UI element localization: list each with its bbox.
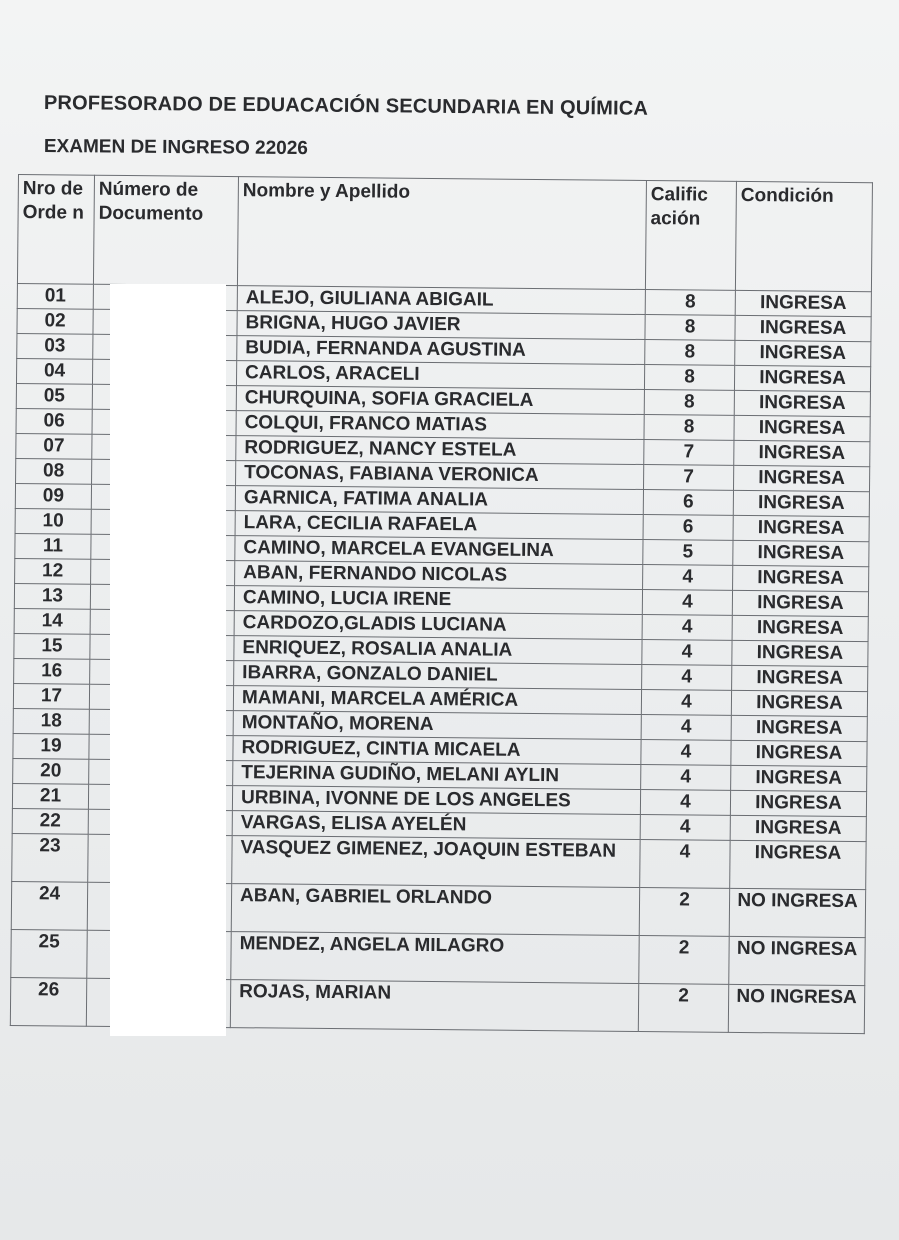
cell-calificacion: 2 — [639, 888, 729, 937]
cell-nro: 06 — [16, 408, 92, 434]
cell-nombre: VARGAS, ELISA AYELÉN — [232, 811, 640, 840]
cell-nro: 05 — [16, 383, 92, 409]
cell-nombre: VASQUEZ GIMENEZ, JOAQUIN ESTEBAN — [232, 836, 640, 888]
cell-nombre: ABAN, FERNANDO NICOLAS — [235, 561, 643, 590]
cell-nro: 24 — [11, 881, 87, 930]
cell-nombre: IBARRA, GONZALO DANIEL — [234, 661, 642, 690]
cell-calificacion: 4 — [640, 815, 730, 841]
cell-condicion: INGRESA — [732, 640, 868, 666]
cell-calificacion: 8 — [644, 365, 734, 391]
header-calificacion: Calific ación — [645, 181, 736, 291]
cell-nombre: RODRIGUEZ, NANCY ESTELA — [236, 436, 644, 465]
cell-condicion: INGRESA — [731, 765, 867, 791]
table-header-row — [17, 175, 872, 292]
cell-nro: 15 — [14, 633, 90, 659]
cell-nro: 08 — [16, 458, 92, 484]
cell-calificacion: 4 — [641, 740, 731, 766]
cell-condicion: INGRESA — [735, 290, 871, 316]
cell-calificacion: 4 — [641, 690, 731, 716]
cell-nombre: MAMANI, MARCELA AMÉRICA — [233, 686, 641, 715]
cell-condicion: NO INGRESA — [729, 888, 865, 937]
cell-nro: 02 — [17, 308, 93, 334]
header-nombre: Nombre y Apellido — [237, 177, 646, 290]
cell-condicion: INGRESA — [734, 415, 870, 441]
cell-nombre: LARA, CECILIA RAFAELA — [235, 511, 643, 540]
cell-nro: 22 — [12, 808, 88, 834]
cell-condicion: INGRESA — [733, 465, 869, 491]
cell-nombre: ABAN, GABRIEL ORLANDO — [231, 884, 639, 936]
cell-calificacion: 4 — [642, 615, 732, 641]
cell-nro: 07 — [16, 433, 92, 459]
cell-condicion: INGRESA — [734, 440, 870, 466]
cell-condicion: INGRESA — [733, 565, 869, 591]
cell-condicion: INGRESA — [735, 315, 871, 341]
cell-nro: 10 — [15, 508, 91, 534]
cell-nro: 13 — [14, 583, 90, 609]
cell-condicion: INGRESA — [731, 690, 867, 716]
cell-calificacion: 8 — [644, 390, 734, 416]
cell-nombre: CHURQUINA, SOFIA GRACIELA — [236, 386, 644, 415]
cell-nombre: URBINA, IVONNE DE LOS ANGELES — [232, 786, 640, 815]
cell-nro: 21 — [12, 783, 88, 809]
cell-nombre: GARNICA, FATIMA ANALIA — [235, 486, 643, 515]
cell-calificacion: 7 — [644, 440, 734, 466]
cell-condicion: INGRESA — [732, 615, 868, 641]
header-condicion: Condición — [735, 181, 872, 291]
cell-calificacion: 8 — [645, 315, 735, 341]
cell-nro: 20 — [13, 758, 89, 784]
cell-calificacion: 8 — [644, 415, 734, 441]
cell-calificacion: 2 — [638, 983, 728, 1032]
cell-calificacion: 4 — [642, 640, 732, 666]
cell-nro: 18 — [13, 708, 89, 734]
cell-nombre: ROJAS, MARIAN — [230, 980, 638, 1032]
cell-nombre: CAMINO, MARCELA EVANGELINA — [235, 536, 643, 565]
cell-nombre: CARLOS, ARACELI — [236, 361, 644, 390]
cell-calificacion: 4 — [641, 715, 731, 741]
cell-calificacion: 4 — [640, 840, 730, 889]
cell-condicion: INGRESA — [730, 790, 866, 816]
cell-condicion: INGRESA — [734, 365, 870, 391]
cell-nro: 04 — [16, 358, 92, 384]
cell-nombre: TEJERINA GUDIÑO, MELANI AYLIN — [233, 761, 641, 790]
cell-calificacion: 7 — [644, 465, 734, 491]
cell-condicion: NO INGRESA — [729, 936, 865, 985]
header-nro: Nro de Orde n — [17, 175, 94, 285]
cell-calificacion: 5 — [643, 540, 733, 566]
document-subtitle: EXAMEN DE INGRESO 22026 — [43, 136, 308, 160]
cell-nro: 17 — [13, 683, 89, 709]
cell-nombre: ALEJO, GIULIANA ABIGAIL — [237, 286, 645, 315]
cell-nombre: RODRIGUEZ, CINTIA MICAELA — [233, 736, 641, 765]
cell-nro: 09 — [15, 483, 91, 509]
cell-condicion: INGRESA — [733, 540, 869, 566]
cell-nro: 23 — [12, 833, 88, 882]
header-documento: Número de Documento — [93, 175, 238, 285]
cell-nombre: BRIGNA, HUGO JAVIER — [237, 311, 645, 340]
cell-nombre: MONTAÑO, MORENA — [233, 711, 641, 740]
document-title: PROFESORADO DE EDUACACIÓN SECUNDARIA EN QUÍMICA — [43, 92, 649, 120]
cell-nombre: MENDEZ, ANGELA MILAGRO — [231, 932, 639, 984]
cell-nombre: COLQUI, FRANCO MATIAS — [236, 411, 644, 440]
cell-nro: 26 — [10, 977, 86, 1026]
cell-nombre: CAMINO, LUCIA IRENE — [234, 586, 642, 615]
cell-calificacion: 8 — [645, 290, 735, 316]
cell-nro: 11 — [15, 533, 91, 559]
cell-calificacion: 6 — [643, 490, 733, 516]
cell-nro: 25 — [11, 929, 87, 978]
cell-calificacion: 4 — [640, 790, 730, 816]
cell-condicion: INGRESA — [730, 840, 866, 889]
cell-condicion: INGRESA — [732, 590, 868, 616]
cell-condicion: INGRESA — [730, 815, 866, 841]
cell-condicion: NO INGRESA — [728, 984, 864, 1033]
cell-condicion: INGRESA — [733, 490, 869, 516]
cell-condicion: INGRESA — [734, 390, 870, 416]
cell-nro: 16 — [14, 658, 90, 684]
cell-nombre: BUDIA, FERNANDA AGUSTINA — [237, 336, 645, 365]
cell-condicion: INGRESA — [732, 665, 868, 691]
cell-nro: 19 — [13, 733, 89, 759]
cell-calificacion: 4 — [642, 590, 732, 616]
cell-condicion: INGRESA — [731, 715, 867, 741]
cell-nro: 14 — [14, 608, 90, 634]
cell-nombre: CARDOZO,GLADIS LUCIANA — [234, 611, 642, 640]
cell-calificacion: 6 — [643, 515, 733, 541]
cell-nro: 03 — [17, 333, 93, 359]
cell-calificacion: 4 — [642, 665, 732, 691]
cell-condicion: INGRESA — [733, 515, 869, 541]
cell-calificacion: 4 — [641, 765, 731, 791]
cell-condicion: INGRESA — [735, 340, 871, 366]
cell-nro: 12 — [15, 558, 91, 584]
cell-calificacion: 4 — [643, 565, 733, 591]
cell-condicion: INGRESA — [731, 740, 867, 766]
cell-calificacion: 8 — [645, 340, 735, 366]
cell-nombre: TOCONAS, FABIANA VERONICA — [236, 461, 644, 490]
cell-nombre: ENRIQUEZ, ROSALIA ANALIA — [234, 636, 642, 665]
redaction-block — [110, 284, 226, 1036]
cell-nro: 01 — [17, 283, 93, 309]
cell-calificacion: 2 — [639, 935, 729, 984]
